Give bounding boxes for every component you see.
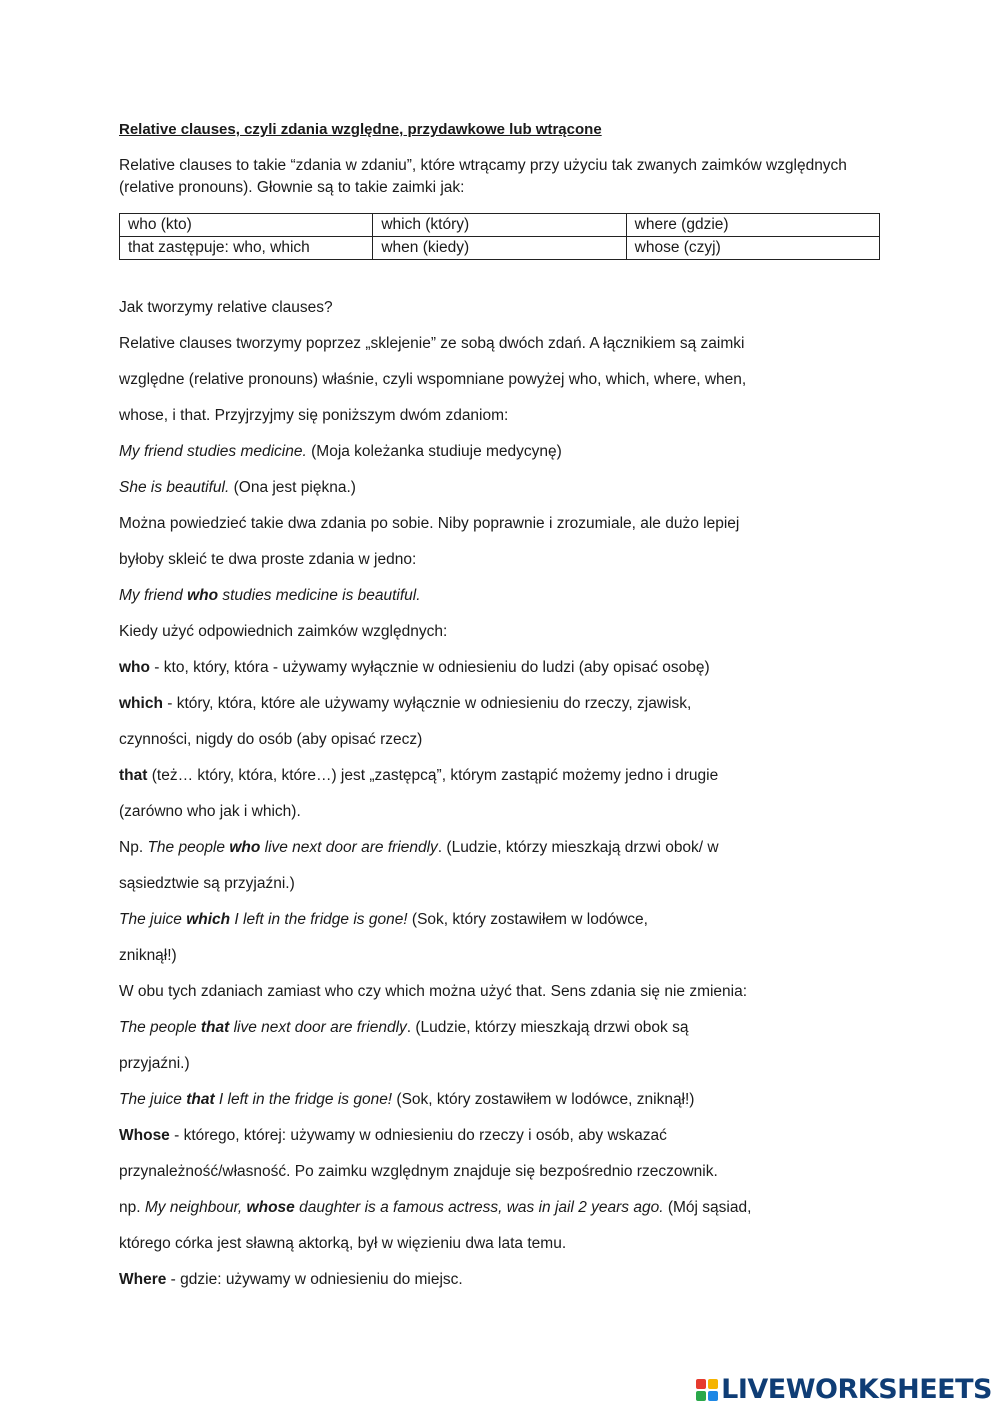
bold-pronoun: which xyxy=(186,911,231,928)
italic-segment: I left in the fridge is gone! xyxy=(230,911,408,928)
italic-segment: My friend studies medicine. xyxy=(119,443,307,460)
bold-pronoun: who xyxy=(119,659,150,676)
table-cell: who (kto) xyxy=(120,214,373,237)
definition-line xyxy=(119,657,710,679)
bold-pronoun: that xyxy=(200,1019,230,1036)
text-line: sąsiedztwie są przyjaźni.) xyxy=(119,875,295,892)
liveworksheets-logo-icon xyxy=(696,1379,718,1401)
bold-pronoun: who xyxy=(229,839,261,856)
definition-line xyxy=(119,1125,667,1147)
example-line xyxy=(119,837,719,859)
text-segment: (Sok, który zostawiłem w lodówce, xyxy=(407,911,648,928)
table-cell: whose (czyj) xyxy=(626,237,879,260)
italic-segment: live next door are friendly xyxy=(229,1019,407,1036)
text-line: byłoby skleić te dwa proste zdania w jedno: xyxy=(119,551,417,568)
italic-segment: The people xyxy=(119,1019,201,1036)
example-line xyxy=(119,1017,688,1039)
italic-segment: The juice xyxy=(119,911,187,928)
text-line: względne (relative pronouns) właśnie, czyli wspomniane powyżej who, which, where, when, xyxy=(119,371,747,388)
text-line: whose, i that. Przyjrzyjmy się poniższym dwóm zdaniom: xyxy=(119,407,509,424)
definition-line xyxy=(119,693,691,715)
text-segment: (też… który, która, które…) jest „zastępcą”, którym zastąpić możemy jedno i drugie xyxy=(147,767,719,784)
logo-square xyxy=(708,1391,718,1401)
bold-pronoun: Whose xyxy=(119,1127,170,1144)
text-line: (zarówno who jak i which). xyxy=(119,803,301,820)
intro-paragraph: Relative clauses to takie “zdania w zdaniu”, które wtrącamy przy użyciu tak zwanych zaimków względnych (relative pronouns). Głownie są to takie zaimki jak: xyxy=(119,157,847,196)
text-segment: (Mój sąsiad, xyxy=(663,1199,752,1216)
logo-square xyxy=(696,1379,706,1389)
text-line: Relative clauses tworzymy poprzez „sklejenie” ze sobą dwóch zdań. A łącznikiem są zaimki xyxy=(119,335,745,352)
logo-square xyxy=(708,1379,718,1389)
example-line xyxy=(119,477,356,499)
bold-pronoun: which xyxy=(119,695,163,712)
liveworksheets-watermark xyxy=(696,1374,992,1405)
italic-segment: The people xyxy=(147,839,230,856)
bold-pronoun: Where xyxy=(119,1271,167,1288)
text-segment: - kto, który, która - używamy wyłącznie w odniesieniu do ludzi (aby opisać osobę) xyxy=(150,659,710,676)
table-row xyxy=(120,237,880,260)
example-line xyxy=(119,1089,694,1111)
logo-square xyxy=(696,1391,706,1401)
italic-segment: I left in the fridge is gone! xyxy=(214,1091,393,1108)
text-segment: . (Ludzie, którzy mieszkają drzwi obok są xyxy=(406,1019,689,1036)
example-line xyxy=(119,1197,751,1219)
text-line: Można powiedzieć takie dwa zdania po sobie. Niby poprawnie i zrozumiale, ale dużo lepiej xyxy=(119,515,740,532)
text-line: W obu tych zdaniach zamiast who czy which można użyć that. Sens zdania się nie zmienia: xyxy=(119,983,748,1000)
question-line: Jak tworzymy relative clauses? xyxy=(119,299,333,316)
table-cell: where (gdzie) xyxy=(626,214,879,237)
page-title: Relative clauses, czyli zdania względne, przydawkowe lub wtrącone xyxy=(119,121,602,138)
text-line: zniknął!) xyxy=(119,947,177,964)
table-row xyxy=(120,214,880,237)
text-segment: (Ona jest piękna.) xyxy=(229,479,356,496)
example-line xyxy=(119,441,562,463)
example-line xyxy=(119,585,421,607)
example-line xyxy=(119,909,648,931)
italic-segment: live next door are friendly xyxy=(260,839,438,856)
text-segment: - którego, której: używamy w odniesieniu do rzeczy i osób, aby wskazać xyxy=(169,1127,667,1144)
table-cell: that zastępuje: who, which xyxy=(120,237,373,260)
text-line: przynależność/własność. Po zaimku względnym znajduje się bezpośrednio rzeczownik. xyxy=(119,1163,718,1180)
italic-segment: She is beautiful. xyxy=(119,479,230,496)
italic-segment: daughter is a famous actress, was in jail 2 years ago. xyxy=(294,1199,664,1216)
relative-pronoun-table xyxy=(119,213,880,260)
text-segment: Np. xyxy=(119,839,148,856)
italic-segment: My neighbour, xyxy=(144,1199,247,1216)
bold-pronoun: that xyxy=(119,767,148,784)
table-cell: which (który) xyxy=(373,214,626,237)
watermark-text: LIVEWORKSHEETS xyxy=(721,1374,992,1405)
text-line: Kiedy użyć odpowiednich zaimków względnych: xyxy=(119,623,448,640)
definition-line xyxy=(119,1269,463,1291)
text-segment: np. xyxy=(119,1199,145,1216)
text-line: czynności, nigdy do osób (aby opisać rzecz) xyxy=(119,731,423,748)
text-line: którego córka jest sławną aktorką, był w więzieniu dwa lata temu. xyxy=(119,1235,567,1252)
italic-segment: My friend xyxy=(119,587,188,604)
table-cell: when (kiedy) xyxy=(373,237,626,260)
text-segment: - który, która, które ale używamy wyłącznie w odniesieniu do rzeczy, zjawisk, xyxy=(162,695,692,712)
definition-line xyxy=(119,765,718,787)
bold-pronoun: that xyxy=(186,1091,215,1108)
bold-pronoun: whose xyxy=(246,1199,295,1216)
text-line: przyjaźni.) xyxy=(119,1055,190,1072)
text-segment: - gdzie: używamy w odniesieniu do miejsc. xyxy=(166,1271,463,1288)
bold-pronoun: who xyxy=(187,587,219,604)
italic-segment: The juice xyxy=(119,1091,187,1108)
text-segment: (Moja koleżanka studiuje medycynę) xyxy=(306,443,562,460)
text-segment: (Sok, który zostawiłem w lodówce, zniknął!) xyxy=(392,1091,695,1108)
italic-segment: studies medicine is beautiful. xyxy=(218,587,421,604)
text-segment: . (Ludzie, którzy mieszkają drzwi obok/ w xyxy=(437,839,719,856)
